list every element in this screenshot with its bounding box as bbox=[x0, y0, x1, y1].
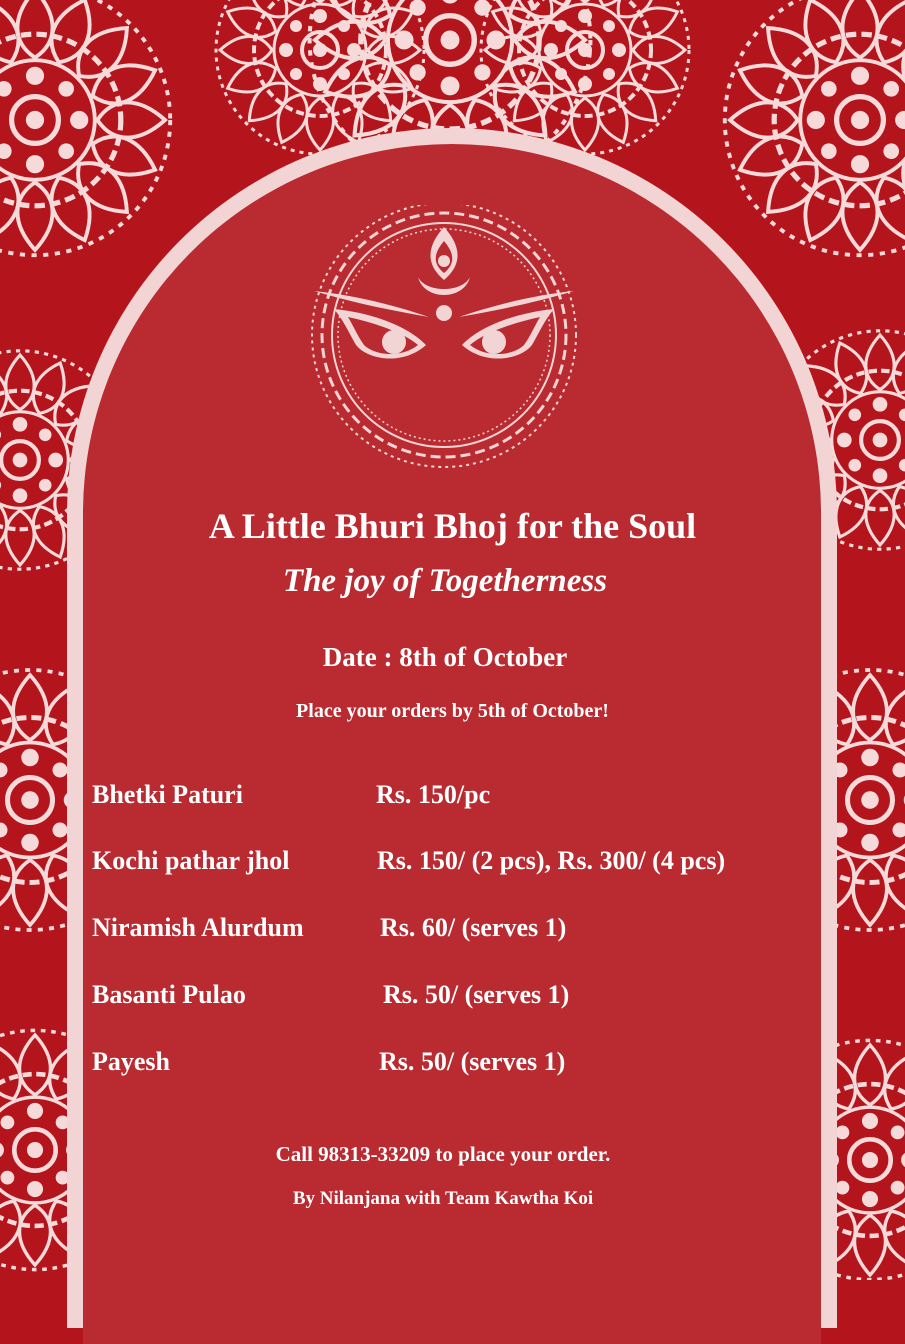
menu-item-name: Bhetki Paturi bbox=[92, 780, 243, 809]
menu-item-price: Rs. 60/ (serves 1) bbox=[380, 913, 567, 942]
poster-subtitle: The joy of Togetherness bbox=[282, 563, 608, 599]
menu-item-price: Rs. 150/pc bbox=[376, 780, 491, 809]
menu-item-price: Rs. 50/ (serves 1) bbox=[379, 1047, 566, 1076]
call-to-order: Call 98313-33209 to place your order. bbox=[275, 1142, 611, 1166]
menu-item-name: Payesh bbox=[92, 1047, 170, 1076]
menu-item-name: Niramish Alurdum bbox=[92, 913, 304, 942]
credit-line: By Nilanjana with Team Kawtha Koi bbox=[292, 1188, 594, 1209]
menu-item-name: Basanti Pulao bbox=[92, 980, 246, 1009]
durga-eyes-icon bbox=[284, 205, 604, 485]
menu-item-price: Rs. 50/ (serves 1) bbox=[383, 980, 570, 1009]
menu-item-price: Rs. 150/ (2 pcs), Rs. 300/ (4 pcs) bbox=[377, 846, 726, 875]
order-deadline: Place your orders by 5th of October! bbox=[296, 700, 609, 722]
poster-title: A Little Bhuri Bhoj for the Soul bbox=[208, 506, 697, 546]
menu-item-name: Kochi pathar jhol bbox=[92, 846, 290, 875]
event-date: Date : 8th of October bbox=[322, 642, 568, 672]
